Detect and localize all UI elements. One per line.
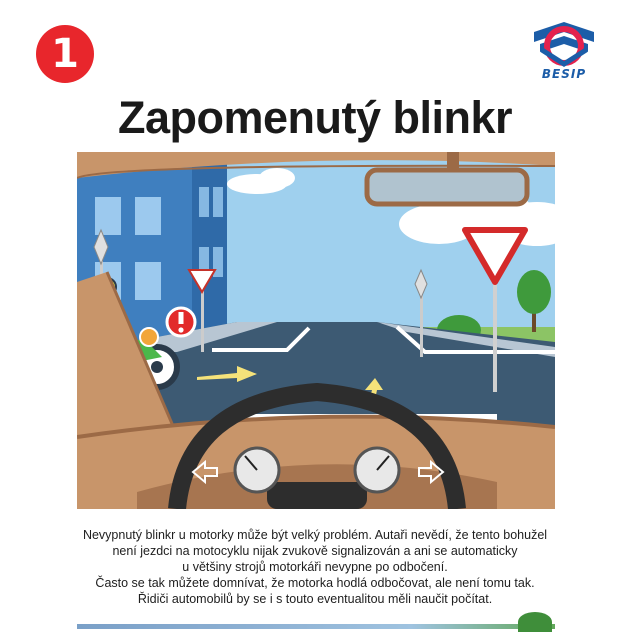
warning-icon (167, 308, 195, 336)
logo-text: BESIP (541, 67, 587, 81)
description (40, 527, 590, 607)
tree-icon (518, 612, 552, 632)
step-number-badge: 1 (36, 25, 94, 83)
illustration (77, 152, 555, 509)
description-line: není jezdci na motocyklu nijak zvukově signalizován a ani se automaticky (112, 544, 518, 558)
description-line: Nevypnutý blinkr u motorky může být velký problém. Autaři nevědí, že tento bohužel (82, 528, 548, 542)
next-illustration-edge (77, 624, 555, 629)
description-line: Řidiči automobilů by se i s touto eventualitou měli naučit počítat. (137, 592, 493, 606)
page-title: Zapomenutý blinkr (117, 92, 513, 143)
description-line: Často se tak můžete domnívat, že motorka hodlá odbočovat, ale není tomu tak. (95, 576, 535, 590)
description-line: u většiny strojů motorkáři nevypne po odbočení. (182, 560, 448, 574)
